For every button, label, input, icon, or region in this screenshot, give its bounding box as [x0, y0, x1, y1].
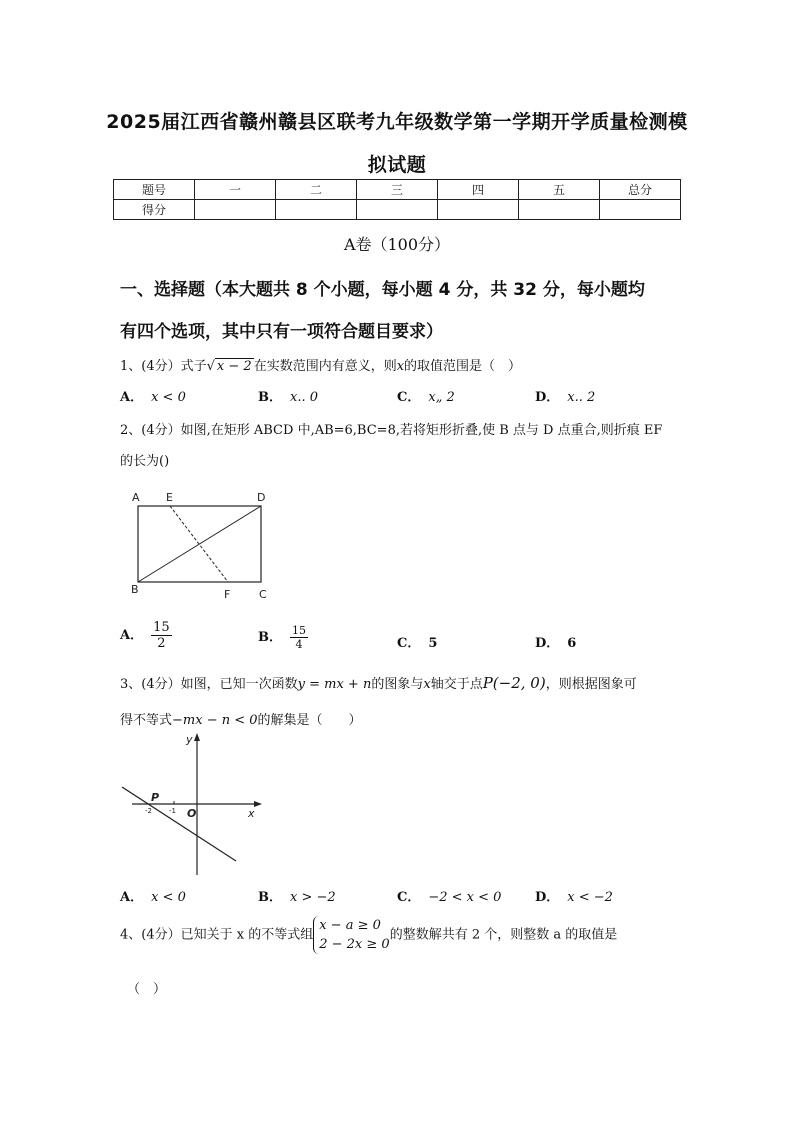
option-text: 6 — [567, 636, 577, 651]
q2-option-b[interactable] — [258, 624, 308, 651]
tick-label-minus-1: -1 — [169, 807, 176, 815]
label-origin: O — [187, 807, 197, 820]
score-table — [113, 179, 681, 220]
question-3-stem-line1 — [120, 673, 637, 692]
option-label: D． — [535, 636, 560, 651]
q4-system-line2: 2 − 2x ≥ 0 — [319, 937, 390, 952]
score-cell — [276, 200, 357, 220]
q3-option-a[interactable] — [120, 886, 186, 905]
denominator: 2 — [157, 636, 166, 651]
exam-title-line2: 拟试题 — [367, 154, 427, 176]
q4-prefix: 4、(4分）已知关于 x 的不等式组 — [120, 927, 314, 943]
q4-answer-paren: （ ） — [127, 982, 167, 997]
label-x: x — [248, 807, 255, 820]
tick-label-minus-2: -2 — [145, 807, 152, 815]
score-cell — [357, 200, 438, 220]
label-d: D — [257, 491, 266, 504]
label-f: F — [224, 588, 231, 601]
numerator: 15 — [292, 624, 306, 637]
score-table-score-row — [114, 200, 681, 220]
option-label: A． — [120, 890, 144, 905]
q3-line2-prefix: 得不等式 — [120, 713, 173, 728]
q3-option-b[interactable] — [258, 886, 336, 905]
q3-var: x — [423, 677, 431, 692]
section-a-title: A卷（100分） — [343, 235, 451, 254]
q1-option-d[interactable] — [535, 386, 595, 405]
score-header-cell: 总分 — [600, 180, 681, 200]
option-label: A． — [120, 628, 144, 643]
y-axis-arrow — [194, 733, 200, 741]
question-1-stem: 1、(4分）式子√ x − 2 在实数范围内有意义，则x的取值范围是（ ） — [120, 359, 522, 374]
score-header-cell: 一 — [195, 180, 276, 200]
numerator: 15 — [153, 620, 170, 635]
q1-var: x — [396, 359, 405, 374]
q3-mid2: 轴交于点 — [430, 677, 483, 692]
q1-prefix: 1、(4分）式子 — [120, 359, 207, 374]
option-label: D． — [535, 890, 560, 905]
option-label: A． — [120, 390, 144, 405]
q3-option-c[interactable] — [397, 886, 501, 905]
question-4-stem — [120, 916, 617, 954]
q3-option-d[interactable] — [535, 886, 613, 905]
score-header-cell: 三 — [357, 180, 438, 200]
option-label: B． — [258, 630, 282, 645]
q3-function: y = mx + n — [297, 677, 372, 692]
q4-system-line1: x − a ≥ 0 — [319, 918, 381, 933]
option-label: B． — [258, 890, 282, 905]
function-line — [122, 787, 236, 861]
q3-inequality: −mx − n < 0 — [172, 713, 258, 728]
label-e: E — [166, 491, 173, 504]
section-heading-line1: 一、选择题（本大题共 8 个小题，每小题 4 分，共 32 分，每小题均 — [120, 280, 645, 300]
option-text: x > −2 — [290, 890, 336, 905]
fold-line-ef — [170, 506, 228, 582]
fraction — [290, 624, 308, 651]
label-p: P — [151, 791, 160, 804]
q3-mid: 的图象与 — [371, 677, 424, 692]
denominator: 4 — [295, 638, 303, 651]
label-a: A — [132, 491, 140, 504]
q1-radicand: x − 2 — [216, 359, 252, 374]
q1-option-c[interactable] — [397, 386, 455, 405]
score-cell — [519, 200, 600, 220]
score-header-cell: 四 — [438, 180, 519, 200]
option-text: x.. 2 — [567, 390, 596, 405]
diagonal-bd — [138, 506, 261, 582]
question-2-stem-line1: 2、(4分）如图,在矩形 ABCD 中,AB=6,BC=8,若将矩形折叠,使 B 点与 D 点重合,则折痕 EF — [120, 423, 663, 438]
q1-suffix: 的取值范围是（ ） — [404, 359, 522, 374]
q4-inequality-system — [313, 916, 389, 954]
q2-option-c[interactable] — [397, 632, 437, 651]
option-text: x„ 2 — [428, 390, 455, 405]
exam-title-line1: 2025届江西省赣州赣县区联考九年级数学第一学期开学质量检测模 — [106, 111, 688, 133]
q1-option-a[interactable] — [120, 386, 186, 405]
q4-suffix: 的整数解共有 2 个，则整数 a 的取值是 — [389, 927, 618, 943]
option-label: C． — [397, 890, 421, 905]
option-text: x.. 0 — [290, 390, 318, 405]
q3-point: P(−2, 0) — [482, 674, 546, 692]
score-cell — [438, 200, 519, 220]
q3-suffix: ，则根据图象可 — [545, 677, 637, 692]
q3-line2-suffix: 的解集是（ ） — [257, 713, 362, 728]
option-label: D． — [535, 390, 560, 405]
question-3-stem-line2 — [120, 709, 362, 728]
question-2-stem-line2: 的长为() — [120, 454, 170, 469]
q2-option-a[interactable] — [120, 620, 172, 651]
q2-rectangle-figure — [126, 486, 276, 602]
fraction — [151, 620, 172, 651]
label-b: B — [131, 583, 139, 596]
q3-graph-figure — [118, 731, 263, 879]
score-header-cell: 题号 — [114, 180, 195, 200]
option-label: B． — [258, 390, 282, 405]
section-heading-line2: 有四个选项，其中只有一项符合题目要求） — [120, 322, 443, 342]
q3-prefix: 3、(4分）如图，已知一次函数 — [120, 677, 298, 692]
option-text: x < −2 — [567, 890, 613, 905]
option-text: 5 — [428, 636, 438, 651]
q2-option-d[interactable] — [535, 632, 576, 651]
score-header-cell: 二 — [276, 180, 357, 200]
x-axis-arrow — [254, 801, 262, 807]
label-c: C — [259, 588, 267, 601]
option-label: C． — [397, 390, 421, 405]
option-label: C． — [397, 636, 421, 651]
score-table-header-row — [114, 180, 681, 200]
option-text: x < 0 — [151, 390, 186, 405]
score-row-label: 得分 — [114, 200, 195, 220]
label-y: y — [186, 733, 193, 746]
q1-middle: 在实数范围内有意义，则 — [253, 359, 397, 374]
score-cell — [195, 200, 276, 220]
score-cell — [600, 200, 681, 220]
option-text: −2 < x < 0 — [428, 890, 502, 905]
q1-option-b[interactable] — [258, 386, 318, 405]
option-text: x < 0 — [151, 890, 186, 905]
score-header-cell: 五 — [519, 180, 600, 200]
